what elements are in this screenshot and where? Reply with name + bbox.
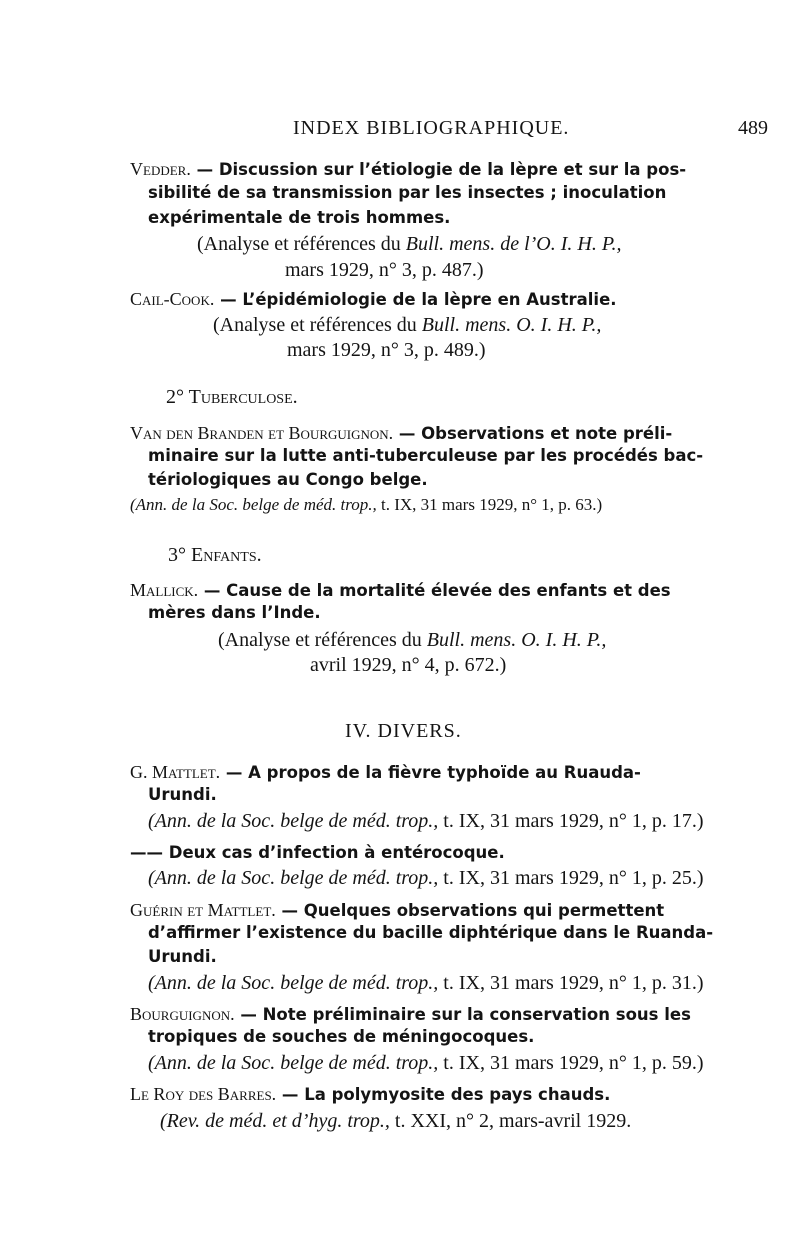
ref-journal: Bull. mens. O. I. H. P., (421, 314, 602, 336)
entry-title: La polymyosite des pays chauds. (304, 1085, 611, 1104)
entry-author: Cail-Cook. (130, 289, 215, 309)
running-header (0, 117, 800, 147)
entry-title: L’épidémiologie de la lèpre en Australie. (242, 290, 617, 309)
entry-le-roy-ref (160, 1111, 631, 1131)
entry-dash: — (198, 581, 227, 600)
section-divers: IV. DIVERS. (345, 720, 462, 742)
entry-guerin-ref (148, 973, 704, 993)
ref-text: (Analyse et références du (197, 233, 406, 255)
ditto-dash: —— (130, 843, 163, 862)
ref-text: t. XXI, n° 2, mars-avril 1929. (389, 1110, 632, 1132)
entry-dash: — (234, 1005, 263, 1024)
entry-vedder-line2: sibilité de sa transmission par les insectes ; inoculation (148, 183, 667, 202)
entry-le-roy-line1 (130, 1085, 610, 1104)
entry-dash: — (214, 290, 243, 309)
entry-bourguignon-ref (148, 1053, 704, 1073)
entry-guerin-line1 (130, 901, 664, 920)
ref-journal: (Ann. de la Soc. belge de méd. trop., (130, 495, 377, 514)
entry-van-den-branden-line1 (130, 424, 672, 443)
entry-guerin-line3: Urundi. (148, 947, 217, 966)
entry-van-den-branden-line2: minaire sur la lutte anti-tuberculeuse par les procédés bac- (148, 446, 704, 465)
entry-mattlet-line2: Urundi. (148, 785, 217, 804)
ref-text: t. IX, 31 mars 1929, n° 1, p. 31.) (438, 972, 704, 994)
section-tuberculose: 2° Tuberculose. (166, 386, 298, 408)
ref-text: t. IX, 31 mars 1929, n° 1, p. 59.) (438, 1052, 704, 1074)
entry-mallick-ref2: avril 1929, n° 4, p. 672.) (310, 654, 507, 676)
entry-dash: — (190, 160, 219, 179)
entry-vedder-ref2: mars 1929, n° 3, p. 487.) (285, 259, 484, 281)
entry-author: Bourguignon. (130, 1004, 235, 1024)
entry-van-den-branden-ref (130, 496, 602, 513)
ref-journal: (Ann. de la Soc. belge de méd. trop., (148, 867, 439, 889)
ref-text: (Analyse et références du (213, 314, 422, 336)
entry-vedder-line3: expérimentale de trois hommes. (148, 208, 451, 227)
entry-author: Vedder. (130, 159, 191, 179)
entry-author: Mallick. (130, 580, 199, 600)
entry-mattlet2-line1 (130, 843, 505, 862)
ref-journal: (Ann. de la Soc. belge de méd. trop., (148, 810, 439, 832)
entry-dash: — (393, 424, 422, 443)
entry-author: Guérin et Mattlet. (130, 900, 276, 920)
ref-text: t. IX, 31 mars 1929, n° 1, p. 63.) (376, 495, 603, 514)
entry-cail-cook-line1 (130, 290, 617, 309)
entry-dash: — (276, 1085, 305, 1104)
entry-mallick-line1 (130, 581, 671, 600)
entry-van-den-branden-line3: tériologiques au Congo belge. (148, 470, 428, 489)
ref-journal: (Ann. de la Soc. belge de méd. trop., (148, 1052, 439, 1074)
entry-title: Deux cas d’infection à entérocoque. (163, 843, 505, 862)
entry-mallick-ref1 (218, 630, 606, 650)
entry-title: Observations et note préli- (421, 424, 673, 443)
entry-title: Discussion sur l’étiologie de la lèpre et sur la pos- (218, 160, 687, 179)
entry-vedder-line1 (130, 160, 686, 179)
ref-journal: (Rev. de méd. et d’hyg. trop., (160, 1110, 390, 1132)
entry-bourguignon-line1 (130, 1005, 691, 1024)
entry-cail-cook-ref2: mars 1929, n° 3, p. 489.) (287, 339, 486, 361)
entry-title: Cause de la mortalité élevée des enfants et des (226, 581, 671, 600)
ref-journal: Bull. mens. de l’O. I. H. P., (405, 233, 622, 255)
entry-vedder-ref1 (197, 234, 622, 254)
section-enfants: 3° Enfants. (168, 544, 262, 566)
entry-dash: — (275, 901, 304, 920)
entry-title: Note préliminaire sur la conservation sous les (262, 1005, 691, 1024)
entry-title: Quelques observations qui permettent (303, 901, 665, 920)
entry-author: G. Mattlet. (130, 762, 221, 782)
ref-text: (Analyse et références du (218, 629, 427, 651)
ref-text: t. IX, 31 mars 1929, n° 1, p. 25.) (438, 867, 704, 889)
entry-guerin-line2: d’affirmer l’existence du bacille diphtérique dans le Ruanda- (148, 923, 714, 942)
entry-bourguignon-line2: tropiques de souches de méningocoques. (148, 1027, 535, 1046)
entry-mallick-line2: mères dans l’Inde. (148, 603, 321, 622)
entry-mattlet-line1 (130, 763, 641, 782)
ref-text: t. IX, 31 mars 1929, n° 1, p. 17.) (438, 810, 704, 832)
ref-journal: (Ann. de la Soc. belge de méd. trop., (148, 972, 439, 994)
entry-mattlet-ref (148, 811, 704, 831)
entry-dash: — (220, 763, 249, 782)
header-title: INDEX BIBLIOGRAPHIQUE. (293, 117, 570, 139)
entry-title: A propos de la fièvre typhoïde au Ruauda- (248, 763, 641, 782)
page-number: 489 (738, 117, 768, 139)
entry-author: Van den Branden et Bourguignon. (130, 423, 394, 443)
entry-author: Le Roy des Barres. (130, 1084, 277, 1104)
entry-cail-cook-ref1 (213, 315, 601, 335)
ref-journal: Bull. mens. O. I. H. P., (426, 629, 607, 651)
entry-mattlet2-ref (148, 868, 704, 888)
